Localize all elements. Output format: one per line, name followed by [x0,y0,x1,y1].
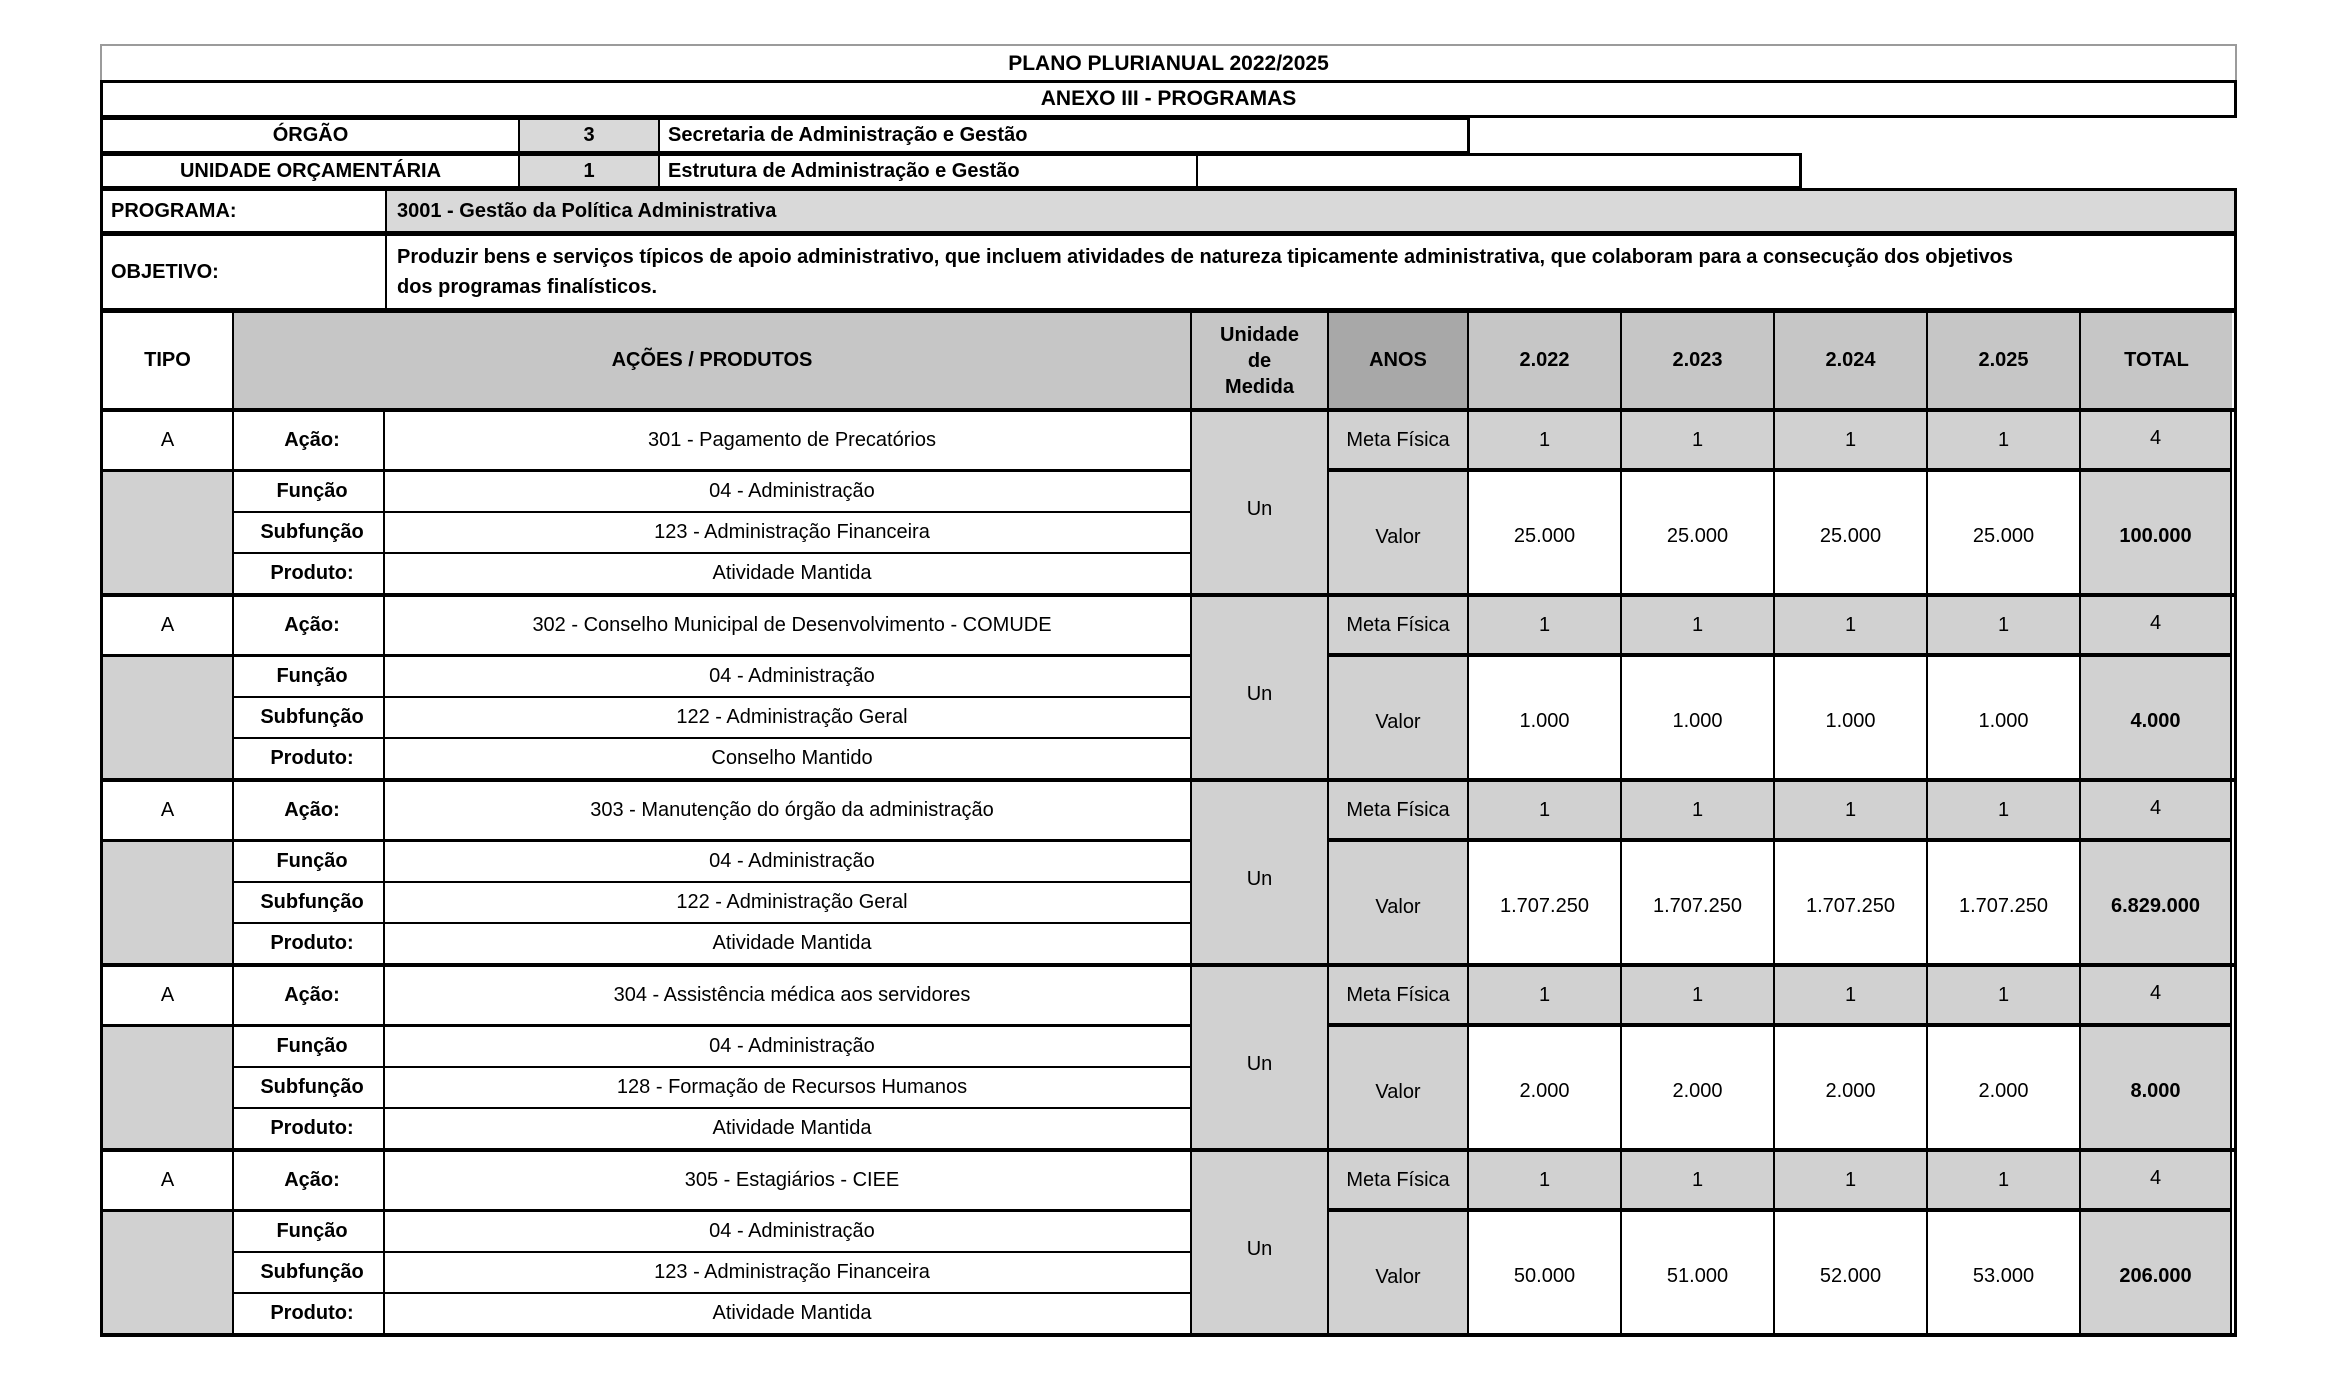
produto-value: Atividade Mantida [385,1294,1192,1333]
valor-value-2023: 1.000 [1622,657,1775,778]
funcao-label: Função [234,472,385,513]
subfuncao-value: 123 - Administração Financeira [385,1253,1192,1294]
subfuncao-label: Subfunção [234,698,385,739]
valor-value-2024: 1.707.250 [1775,842,1928,963]
valor-value-2022: 2.000 [1469,1027,1622,1148]
table-header-row [100,310,2237,412]
programa-label: PROGRAMA: [103,191,387,231]
programs-table [100,310,2237,1337]
col-header-anos: ANOS [1329,313,1469,408]
subfuncao-value: 122 - Administração Geral [385,698,1192,739]
acao-label: Ação: [234,412,385,472]
meta-total-value: 4 [2081,967,2232,1027]
valor-value-2023: 2.000 [1622,1027,1775,1148]
acao-value: 302 - Conselho Municipal de Desenvolvimento - COMUDE [385,597,1192,657]
action-block [100,782,2237,967]
col-header-year-2025: 2.025 [1928,313,2081,408]
valor-value-2024: 52.000 [1775,1212,1928,1333]
meta-total-value: 4 [2081,412,2232,472]
subfuncao-label: Subfunção [234,1068,385,1109]
meta-value-2025: 1 [1928,1152,2081,1212]
meta-value-2024: 1 [1775,967,1928,1027]
meta-fisica-label: Meta Física [1329,967,1469,1027]
valor-label: Valor [1329,657,1469,778]
valor-value-2025: 25.000 [1928,472,2081,593]
meta-value-2024: 1 [1775,1152,1928,1212]
meta-value-2022: 1 [1469,597,1622,657]
meta-value-2025: 1 [1928,782,2081,842]
funcao-label: Função [234,1212,385,1253]
acao-value: 303 - Manutenção do órgão da administração [385,782,1192,842]
valor-value-2023: 25.000 [1622,472,1775,593]
tipo-value: A [103,1152,234,1212]
meta-total-value: 4 [2081,1152,2232,1212]
acao-label: Ação: [234,782,385,842]
objetivo-label: OBJETIVO: [103,236,387,308]
valor-value-2024: 2.000 [1775,1027,1928,1148]
col-header-tipo: TIPO [103,313,234,408]
valor-total-value: 8.000 [2081,1027,2232,1148]
funcao-value: 04 - Administração [385,842,1192,883]
meta-value-2023: 1 [1622,782,1775,842]
tipo-grey-cell [103,657,234,778]
action-block [100,1152,2237,1337]
meta-value-2025: 1 [1928,412,2081,472]
tipo-grey-cell [103,1027,234,1148]
meta-value-2023: 1 [1622,1152,1775,1212]
valor-label: Valor [1329,842,1469,963]
produto-label: Produto: [234,924,385,963]
tipo-grey-cell [103,1212,234,1333]
col-header-year-2023: 2.023 [1622,313,1775,408]
col-header-year-2024: 2.024 [1775,313,1928,408]
funcao-label: Função [234,657,385,698]
action-block [100,967,2237,1152]
unidade-medida-value: Un [1192,597,1329,778]
col-header-unidade-medida [1192,313,1329,408]
orgao-row [100,117,1470,154]
subfuncao-label: Subfunção [234,513,385,554]
produto-label: Produto: [234,554,385,593]
meta-total-value: 4 [2081,782,2232,842]
objetivo-value [387,236,2234,308]
objetivo-row [100,233,2237,311]
meta-value-2022: 1 [1469,782,1622,842]
valor-total-value: 206.000 [2081,1212,2232,1333]
valor-value-2022: 1.000 [1469,657,1622,778]
valor-label: Valor [1329,1027,1469,1148]
tipo-value: A [103,967,234,1027]
subfuncao-value: 122 - Administração Geral [385,883,1192,924]
tipo-value: A [103,782,234,842]
unidade-medida-value: Un [1192,782,1329,963]
valor-total-value: 100.000 [2081,472,2232,593]
valor-value-2025: 1.000 [1928,657,2081,778]
subfuncao-value: 123 - Administração Financeira [385,513,1192,554]
produto-value: Atividade Mantida [385,1109,1192,1148]
action-block [100,597,2237,782]
produto-value: Conselho Mantido [385,739,1192,778]
meta-fisica-label: Meta Física [1329,1152,1469,1212]
funcao-value: 04 - Administração [385,1212,1192,1253]
meta-value-2022: 1 [1469,412,1622,472]
funcao-value: 04 - Administração [385,657,1192,698]
acao-value: 304 - Assistência médica aos servidores [385,967,1192,1027]
meta-value-2024: 1 [1775,412,1928,472]
meta-value-2023: 1 [1622,967,1775,1027]
meta-value-2023: 1 [1622,412,1775,472]
acao-value: 301 - Pagamento de Precatórios [385,412,1192,472]
meta-value-2022: 1 [1469,967,1622,1027]
valor-value-2022: 25.000 [1469,472,1622,593]
acao-label: Ação: [234,597,385,657]
meta-value-2025: 1 [1928,597,2081,657]
valor-total-value: 4.000 [2081,657,2232,778]
unidade-code: 1 [520,156,660,186]
produto-label: Produto: [234,1294,385,1333]
unidade-medida-text: Unidade de Medida [1220,323,1299,398]
programa-value: 3001 - Gestão da Política Administrativa [387,191,2234,231]
meta-value-2025: 1 [1928,967,2081,1027]
funcao-value: 04 - Administração [385,472,1192,513]
valor-value-2022: 1.707.250 [1469,842,1622,963]
unidade-medida-value: Un [1192,1152,1329,1333]
meta-value-2023: 1 [1622,597,1775,657]
tipo-grey-cell [103,842,234,963]
unidade-medida-value: Un [1192,967,1329,1148]
table-body [100,412,2237,1337]
tipo-value: A [103,412,234,472]
meta-value-2022: 1 [1469,1152,1622,1212]
document-title: PLANO PLURIANUAL 2022/2025 [100,44,2237,81]
action-block [100,412,2237,597]
valor-value-2025: 53.000 [1928,1212,2081,1333]
funcao-label: Função [234,842,385,883]
subfuncao-value: 128 - Formação de Recursos Humanos [385,1068,1192,1109]
valor-value-2024: 1.000 [1775,657,1928,778]
valor-value-2025: 2.000 [1928,1027,2081,1148]
produto-label: Produto: [234,739,385,778]
funcao-value: 04 - Administração [385,1027,1192,1068]
valor-value-2022: 50.000 [1469,1212,1622,1333]
unidade-name: Estrutura de Administração e Gestão [660,156,1198,186]
meta-total-value: 4 [2081,597,2232,657]
valor-value-2025: 1.707.250 [1928,842,2081,963]
programa-row [100,188,2237,234]
acao-label: Ação: [234,967,385,1027]
objetivo-text: Produzir bens e serviços típicos de apoio administrativo, que incluem atividades de natureza tipicamente administrativa, que colaboram para a consecução dos objetivos dos programas finalísticos. [397,246,2014,298]
valor-value-2024: 25.000 [1775,472,1928,593]
tipo-value: A [103,597,234,657]
valor-value-2023: 51.000 [1622,1212,1775,1333]
produto-value: Atividade Mantida [385,924,1192,963]
subfuncao-label: Subfunção [234,1253,385,1294]
col-header-total: TOTAL [2081,313,2232,408]
meta-value-2024: 1 [1775,597,1928,657]
acao-label: Ação: [234,1152,385,1212]
orgao-name: Secretaria de Administração e Gestão [668,124,1028,146]
acao-value: 305 - Estagiários - CIEE [385,1152,1192,1212]
valor-label: Valor [1329,472,1469,593]
orgao-label: ÓRGÃO [103,120,520,151]
tipo-grey-cell [103,472,234,593]
unidade-orcamentaria-row [100,153,1802,189]
funcao-label: Função [234,1027,385,1068]
produto-value: Atividade Mantida [385,554,1192,593]
valor-total-value: 6.829.000 [2081,842,2232,963]
unidade-medida-value: Un [1192,412,1329,593]
meta-fisica-label: Meta Física [1329,412,1469,472]
meta-fisica-label: Meta Física [1329,782,1469,842]
valor-label: Valor [1329,1212,1469,1333]
meta-fisica-label: Meta Física [1329,597,1469,657]
unidade-label: UNIDADE ORÇAMENTÁRIA [103,156,520,186]
produto-label: Produto: [234,1109,385,1148]
meta-value-2024: 1 [1775,782,1928,842]
unidade-empty-cell [1198,156,1799,186]
document-subtitle: ANEXO III - PROGRAMAS [100,80,2237,118]
orgao-code: 3 [520,120,660,151]
valor-value-2023: 1.707.250 [1622,842,1775,963]
col-header-year-2022: 2.022 [1469,313,1622,408]
col-header-acoes-produtos: AÇÕES / PRODUTOS [234,313,1192,408]
subfuncao-label: Subfunção [234,883,385,924]
